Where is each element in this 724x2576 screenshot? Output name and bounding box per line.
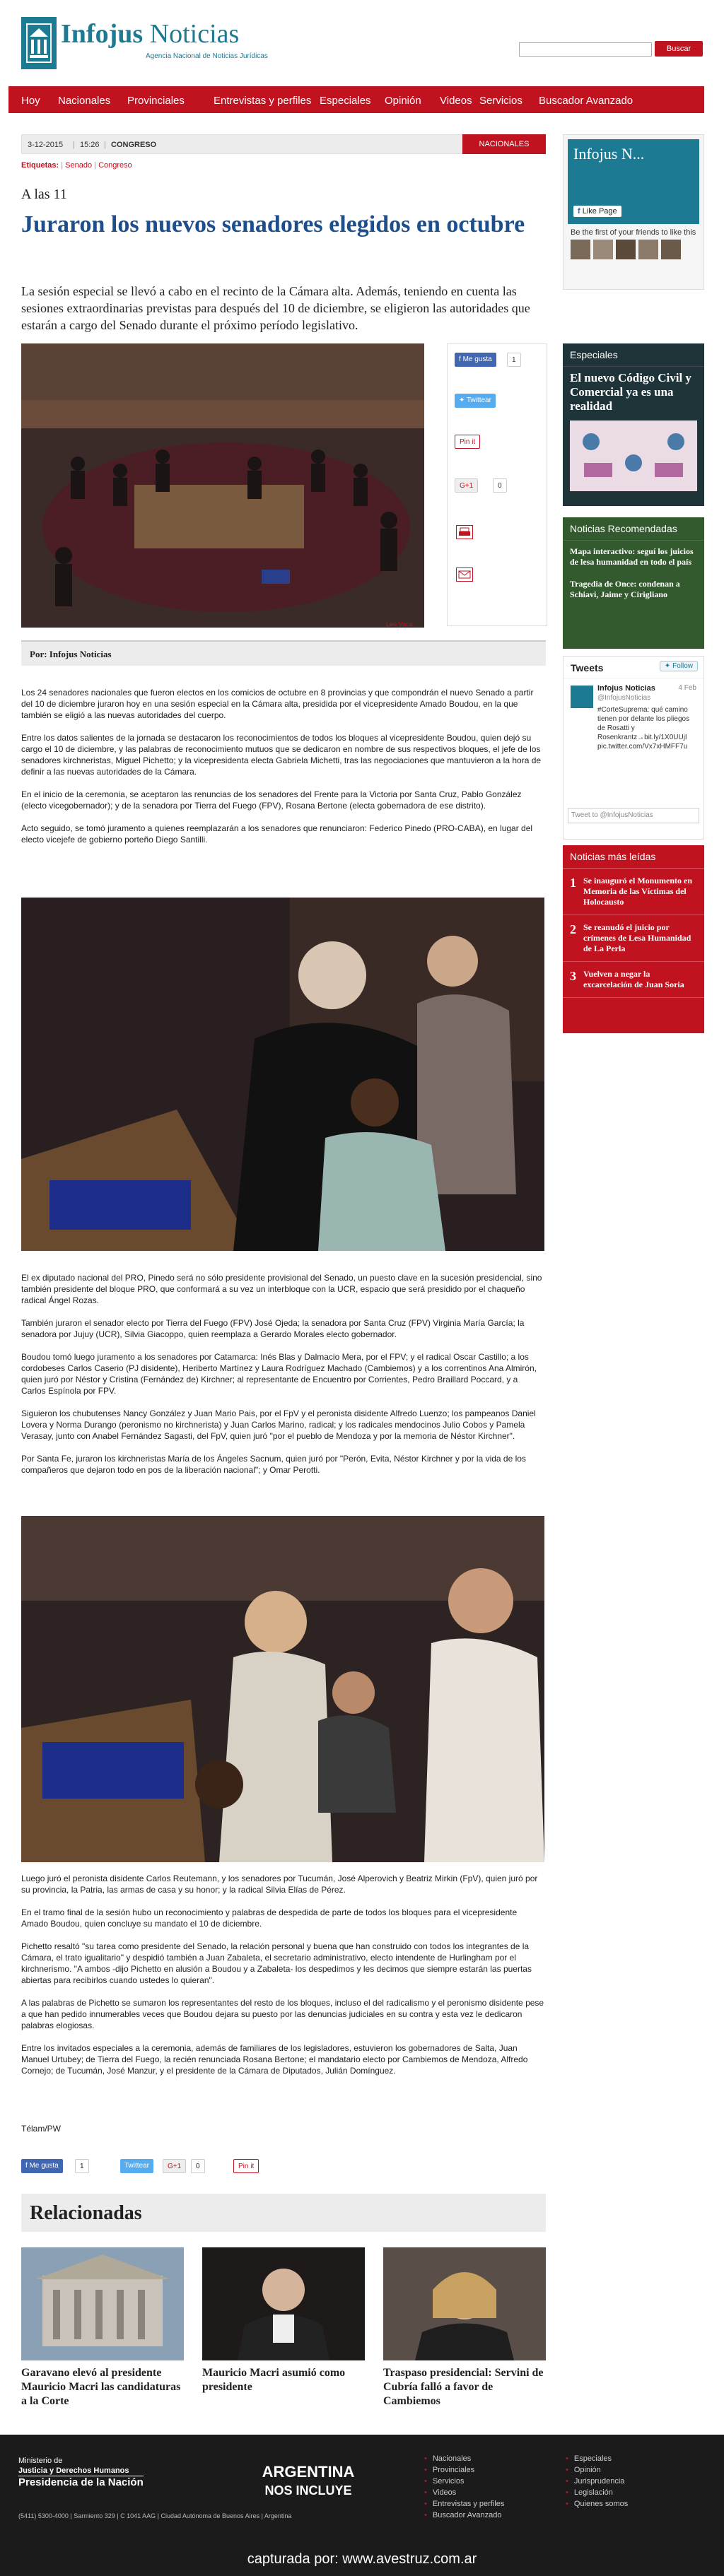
share-row-bottom xyxy=(21,2159,304,2173)
nav-item[interactable]: Hoy xyxy=(21,95,40,107)
footer-link[interactable]: • Servicios xyxy=(424,2477,464,2486)
avatar[interactable] xyxy=(661,240,681,259)
tag-link[interactable]: Congreso xyxy=(98,161,132,170)
article-section[interactable]: CONGRESO xyxy=(111,141,157,149)
argentina-logo xyxy=(259,2463,358,2500)
nav-item[interactable]: Entrevistas y perfiles xyxy=(214,95,312,107)
mas-leidas-item[interactable] xyxy=(563,915,704,962)
meta-divider: | xyxy=(104,141,106,149)
search-button[interactable]: Buscar xyxy=(655,41,703,57)
site-title-light: Noticias xyxy=(149,19,240,49)
related-item[interactable] xyxy=(383,2247,546,2409)
especiales-heading: Especiales xyxy=(563,343,704,367)
footer-link[interactable]: • Buscador Avanzado xyxy=(424,2511,502,2519)
article-paragraph: También juraron el senador electo por Tierra del Fuego (FPV) José Ojeda; la senadora por Santa Cruz (FPV) Virginia María García; la senadora por Jujuy (UCR), Silvia Giacoppo, quien reemplaza a Gerardo Morales electo gobernador. xyxy=(21,1318,525,1339)
tweets-header xyxy=(564,657,703,678)
ministry-line-3: Presidencia de la Nación xyxy=(18,2476,144,2488)
fb-icon: f xyxy=(25,2162,30,2170)
capture-watermark: capturada por: www.avestruz.com.ar xyxy=(247,2551,477,2567)
article-paragraph: Los 24 senadores nacionales que fueron electos en los comicios de octubre en 8 provincias y que compondrán el nuevo Senado a partir del 10 de diciembre juraron hoy en una sesión especial en la Cámara alta, presidida por el vicepresidente Amado Boudou, en la que también se eligió a las nuevas autoridades del cuerpo. xyxy=(21,688,534,720)
main-nav xyxy=(8,86,704,113)
footer-link[interactable]: • Especiales xyxy=(566,2454,612,2463)
ministry-line-1: Ministerio de xyxy=(18,2457,63,2465)
article-main-photo xyxy=(21,343,424,628)
avatar[interactable] xyxy=(638,240,658,259)
article-paragraph: El ex diputado nacional del PRO, Pinedo será no sólo presidente provisional del Senado, un puesto clave en la sucesión presidencial, sino también presidente del bloque PRO, que conformará a su vez un interbloque con la UCR, espacio que será presidido por el chaqueño radical Ángel Rozas. xyxy=(21,1273,542,1305)
related-image[interactable] xyxy=(21,2247,184,2360)
mas-leidas-item[interactable] xyxy=(563,869,704,915)
tweet-text: #CorteSuprema: qué camino tienen por delante los pliegos de Rosatti y Rosenkrantz→bit.ly/1X0UUjI pic.twitter.com/Vx7xHMFF7u xyxy=(597,706,690,751)
especiales-image[interactable] xyxy=(570,420,697,491)
related-title[interactable]: Garavano elevó al presidente Mauricio Macri las candidaturas a la Corte xyxy=(21,2367,181,2407)
nav-item[interactable]: Videos xyxy=(440,95,472,107)
meta-divider: | xyxy=(73,141,75,149)
tweet-avatar[interactable] xyxy=(571,686,593,708)
footer-link[interactable]: • Jurisprudencia xyxy=(566,2477,624,2486)
search-input[interactable] xyxy=(519,42,652,57)
share-column xyxy=(447,343,547,626)
footer-link[interactable]: • Nacionales xyxy=(424,2454,471,2463)
fb-icon: f xyxy=(459,355,463,363)
nav-item[interactable]: Provinciales xyxy=(127,95,185,107)
related-title[interactable]: Mauricio Macri asumió como presidente xyxy=(202,2367,346,2393)
footer-link[interactable]: • Entrevistas y perfiles xyxy=(424,2500,504,2508)
site-subtitle: Agencia Nacional de Noticias Jurídicas xyxy=(146,52,268,60)
article-time: 15:26 xyxy=(80,141,100,149)
photo-credit: Leo Vaca xyxy=(386,621,413,628)
article-photo-2 xyxy=(21,898,544,1251)
recomendadas-heading: Noticias Recomendadas xyxy=(563,517,704,541)
footer-link[interactable]: • Legislación xyxy=(566,2488,613,2497)
twitter-bird-icon: ✦ xyxy=(459,396,467,404)
avatar[interactable] xyxy=(593,240,613,259)
tweet-input[interactable]: Tweet to @InfojusNoticias xyxy=(568,808,699,823)
article-paragraph: Entre los invitados especiales a la ceremonia, además de familiares de los legisladores, estuvieron los gobernadores de Salta, Juan Manuel Urtubey; de Tierra del Fuego, la recién renunciada Rosana Bertone; el mandatario electo por Cambiemos de Mendoza, Alfredo Cornejo; de Tucumán, José Manzur, y el presidente de la Cámara de Diputados, Julián Domínguez. xyxy=(21,2043,528,2076)
mas-leidas-title[interactable]: Se reanudó el juicio por crímenes de Lesa Humanidad de La Perla xyxy=(583,922,691,953)
article-date: 3-12-2015 xyxy=(28,141,64,149)
related-title[interactable]: Traspaso presidencial: Servini de Cubría falló a favor de Cambiemos xyxy=(383,2367,544,2407)
twitter-follow-label: Follow xyxy=(672,662,693,670)
ministry-logo[interactable] xyxy=(18,2456,144,2488)
nav-item[interactable]: Opinión xyxy=(385,95,421,107)
tweet-user[interactable]: Infojus Noticias xyxy=(597,684,655,693)
fb-like-page-label: Like Page xyxy=(582,207,617,216)
article-body-a xyxy=(21,687,544,857)
facebook-like-count: 1 xyxy=(75,2159,89,2173)
fb-friends-text: Be the first of your friends to like this xyxy=(571,228,696,237)
rank-number: 1 xyxy=(570,876,576,890)
fb-page-cover[interactable] xyxy=(568,139,699,224)
footer-link[interactable]: • Opinión xyxy=(566,2466,601,2474)
tag-link[interactable]: Senado xyxy=(65,161,93,170)
avatar[interactable] xyxy=(571,240,590,259)
site-logo-icon[interactable] xyxy=(21,17,57,69)
tags-label: Etiquetas: xyxy=(21,161,59,170)
related-heading-bar xyxy=(21,2194,546,2232)
facebook-like-label: Me gusta xyxy=(462,355,492,363)
tweet-button[interactable]: Twittear xyxy=(120,2159,153,2173)
fb-friends-avatars xyxy=(571,240,696,268)
tweet-handle[interactable]: @InfojusNoticias xyxy=(597,694,651,702)
mas-leidas-title[interactable]: Vuelven a negar la excarcelación de Juan Soria xyxy=(583,969,684,989)
fb-like-page-button[interactable] xyxy=(573,206,621,217)
tags-row: Etiquetas: | Senado | Congreso xyxy=(21,161,132,170)
twitter-widget xyxy=(563,656,704,840)
article-paragraph: Siguieron los chubutenses Nancy González y Juan Mario Pais, por el FpV y el peronista disidente Alfredo Luenzo; los pampeanos Daniel Lovera y Norma Durango (peronismo no kirchnerista) y Juan Carlos Marino, radical; y los radicales mendocinos Julio Cobos y Pamela Verasay, junto con Anabel Fernández Sagasti, del FpV, quien juró "por el pueblo de Mendoza y por la memoria de Néstor Kirchner". xyxy=(21,1408,536,1441)
gplus-count: 0 xyxy=(493,478,507,493)
recomendadas-widget xyxy=(563,517,704,649)
mas-leidas-list xyxy=(563,869,704,998)
tweet-date[interactable]: 4 Feb xyxy=(678,684,696,692)
category-badge[interactable]: NACIONALES xyxy=(462,134,546,154)
tweets-heading: Tweets xyxy=(571,662,604,674)
site-title[interactable] xyxy=(61,20,239,48)
site-title-bold: Infojus xyxy=(61,19,144,49)
mas-leidas-heading: Noticias más leídas xyxy=(563,845,704,869)
article-title: Juraron los nuevos senadores elegidos en octubre xyxy=(21,211,525,237)
article-signoff: Télam/PW xyxy=(21,2124,62,2134)
gplus-button[interactable]: G+1 xyxy=(163,2159,186,2173)
related-heading: Relacionadas xyxy=(30,2202,142,2224)
article-paragraph: En el tramo final de la sesión hubo un reconocimiento y palabras de despedida de parte de todos los bloques para el vicepresidente Amado Boudou, quien concluye su mandato el 10 de diciembre. xyxy=(21,1907,518,1929)
email-icon[interactable] xyxy=(456,567,473,582)
avatar[interactable] xyxy=(616,240,636,259)
facebook-page-widget xyxy=(563,134,704,290)
pinterest-button[interactable]: Pin it xyxy=(455,435,480,449)
article-paragraph: Pichetto resaltó "su tarea como presidente del Senado, la relación personal y buena que han construido con todos los integrantes de la Cámara, el trato igualitario" y despidió también a Juan Zabaleta, el secretario administrativo, electo intendente de Hurlingham por el kirchnerismo. "A ambos -dijo Pichetto en alusión a Boudou y a Zabaleta- los despedimos y les decimos que siempre estarán las puertas abiertas para recibirlos cuando ustedes lo quieran". xyxy=(21,1941,532,1985)
tweet-button[interactable] xyxy=(455,394,496,408)
twitter-follow-button[interactable] xyxy=(660,661,698,671)
facebook-like-button[interactable] xyxy=(21,2159,63,2173)
author-bar xyxy=(21,640,546,666)
facebook-like-count: 1 xyxy=(507,353,521,367)
article-paragraph: En el inicio de la ceremonia, se aceptaron las renuncias de los senadores del Frente para la Victoria por Santa Cruz, Pablo González (electo vicegobernador); y de la senadora por Tierra del Fuego (FPV), Rosana Bertone (electa gobernadora de ese distrito). xyxy=(21,789,522,811)
article-body-c xyxy=(21,1873,544,2088)
mas-leidas-item[interactable] xyxy=(563,962,704,998)
article-kicker: A las 11 xyxy=(21,187,67,202)
facebook-like-label: Me gusta xyxy=(29,2162,59,2170)
article-paragraph: Boudou tomó luego juramento a los senadores por Catamarca: Inés Blas y Dalmacio Mera, por el FPV; y el radical Oscar Castillo; a los cordobeses Carlos Caserio (PJ disidente), Heriberto Martínez y Laura Rodríguez Machado (Cambiemos) y a los correntinos Ana Almirón, quien juró por Néstor y Cristina (Fernández de) Kirchner; al representante de Encuentro por Corrientes, Pedro Braillard Poccard, y a Carlos Espínola por FPV. xyxy=(21,1352,537,1396)
article-paragraph: Acto seguido, se tomó juramento a quienes reemplazarán a los senadores que renunciaron: Federico Pinedo (PRO-CABA), en lugar del electo vicejefe de gobierno porteño Diego Santilli. xyxy=(21,823,533,845)
related-image[interactable] xyxy=(383,2247,546,2360)
argentina-text: ARGENTINA xyxy=(262,2463,355,2481)
facebook-like-button[interactable] xyxy=(455,353,496,367)
pinterest-button[interactable]: Pin it xyxy=(233,2159,259,2173)
rank-number: 3 xyxy=(570,969,576,983)
nos-incluye-text: NOS INCLUYE xyxy=(264,2483,352,2498)
recomendada-link[interactable]: Tragedia de Once: condenan a Schiavi, Jaime y Cirigliano xyxy=(570,579,680,599)
footer-link[interactable]: • Videos xyxy=(424,2488,456,2497)
nav-item[interactable]: Buscador Avanzado xyxy=(539,95,634,107)
recomendada-link[interactable]: Mapa interactivo: seguí los juicios de lesa humanidad en todo el país xyxy=(570,546,694,567)
mas-leidas-widget xyxy=(563,845,704,1033)
article-paragraph: Entre los datos salientes de la jornada se destacaron los reconocimientos de todos los bloques al vicepresidente Boudou, quien dejó su cargo el 10 de diciembre, y las palabras de reconocimiento mutuos que se dedicaron en nombre de sus respectivos bloques, el jefe de los senadores kirchneristas, Miguel Pichetto; y la vicepresidenta electa Gabriela Michetti, tras las negociaciones que mantuvieron a la hora de definir a las nuevas autoridades de la Cámara. xyxy=(21,733,542,777)
print-icon[interactable] xyxy=(456,525,473,539)
article-lead: La sesión especial se llevó a cabo en el recinto de la Cámara alta. Además, teniendo en cuenta las sesiones extraordinarias previstas para después del 10 de diciembre, se eligieron las autoridades que estarán a cargo del Senado durante el próximo período legislativo. xyxy=(21,284,530,332)
article-photo-3 xyxy=(21,1516,544,1862)
related-image[interactable] xyxy=(202,2247,365,2360)
footer-link[interactable]: • Provinciales xyxy=(424,2466,474,2474)
ministry-line-2: Justicia y Derechos Humanos xyxy=(18,2466,129,2475)
especiales-widget[interactable] xyxy=(563,343,704,506)
fb-page-name[interactable]: Infojus N... xyxy=(573,145,645,163)
related-item[interactable] xyxy=(202,2247,365,2394)
related-item[interactable] xyxy=(21,2247,184,2409)
especiales-title[interactable]: El nuevo Código Civil y Comercial ya es una realidad xyxy=(570,371,691,413)
fb-icon: f xyxy=(578,207,583,216)
rank-number: 2 xyxy=(570,922,576,936)
nav-item[interactable]: Nacionales xyxy=(58,95,111,107)
article-paragraph: Luego juró el peronista disidente Carlos Reutemann, y los senadores por Tucumán, José Alperovich y Beatriz Mirkin (FpV), quien juró por su provincia, la Patria, las armas de casa y su honor; y la radical Silvia Elías de Pérez. xyxy=(21,1874,538,1895)
article-paragraph: Por Santa Fe, juraron los kirchneristas María de los Ángeles Sacnum, quien juró por "Perón, Evita, Néstor Kirchner y por la vida de los compañeros que dejaron todo en pos de la liberación nacional"; y Omar Perotti. xyxy=(21,1454,526,1475)
gplus-count: 0 xyxy=(191,2159,205,2173)
footer-link[interactable]: • Quienes somos xyxy=(566,2500,628,2508)
tweet-button-label: Twittear xyxy=(466,396,491,404)
footer-address: (5411) 5300-4000 | Sarmiento 329 | C 1041 AAG | Ciudad Autónoma de Buenos Aires | Argentina xyxy=(18,2512,292,2519)
article-body-b xyxy=(21,1272,544,1487)
tweet-item[interactable] xyxy=(564,678,703,805)
mas-leidas-title[interactable]: Se inauguró el Monumento en Memoria de las Víctimas del Holocausto xyxy=(583,876,693,907)
article-paragraph: A las palabras de Pichetto se sumaron los representantes del resto de los bloques, incluso el del radicalismo y el peronismo disidente pese a que han pedido innumerables veces que Boudou dejara su puesto por las denuncias judiciales en su contra y esta vez le dedicaron palabras elogiosas. xyxy=(21,1998,544,2030)
article-author: Por: Infojus Noticias xyxy=(30,649,112,659)
gplus-button[interactable]: G+1 xyxy=(455,478,478,493)
twitter-bird-icon: ✦ xyxy=(664,662,673,670)
nav-item[interactable]: Servicios xyxy=(479,95,522,107)
nav-item[interactable]: Especiales xyxy=(320,95,371,107)
